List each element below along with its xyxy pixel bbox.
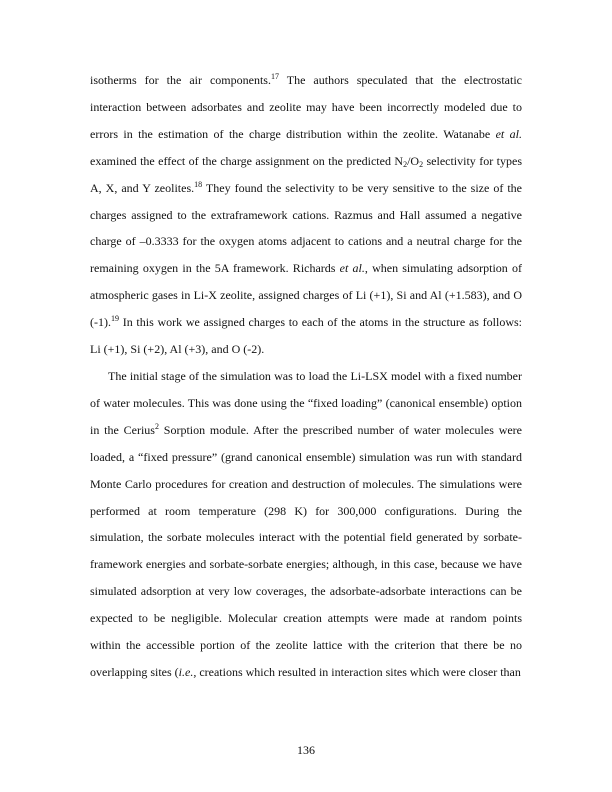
text: In this work we assigned charges to each of the atoms in the structure as follows: Li (+1), Si (+2), Al (+3), and O (-2). [90,315,522,357]
text: creations which resulted in interaction sites which were closer than [196,664,521,679]
body-text [90,67,522,686]
et-al: et al. [495,126,522,141]
text: The initial stage of the simulation was to load the Li-LSX model with a fixed number of water molecules. This was done using the “fixed loading” (canonical ensemble) option in the Cerius [90,368,522,437]
text: examined the effect of the charge assignment on the predicted N [90,153,404,168]
ie-abbrev: i.e., [178,664,197,679]
citation-17: 17 [270,72,279,81]
superscript: 2 [154,421,159,431]
citation-18: 18 [194,179,203,189]
paragraph-2 [90,363,522,686]
paragraph-1 [90,67,522,363]
text: They found the selectivity to be very sensitive to the size of the charges assigned to the extraframework cations. Razmus and Hall assumed a negative charge of –0.3333 for the oxygen atoms adjacent to cations and a neutral charge for the remaining oxygen in the 5A framework. Richards [90,180,522,276]
text: /O [407,153,420,168]
page-number: 136 [297,743,315,757]
text: selectivity for types A, X, and Y zeolites. [90,153,522,195]
citation-19: 19 [111,314,119,324]
text: The authors speculated that the electrostatic interaction between adsorbates and zeolite may have been incorrectly modeled due to errors in the estimation of the charge distribution within the zeolite. Watanabe [90,73,522,141]
subscript: 2 [403,159,408,169]
subscript: 2 [419,159,424,169]
text: , when simulating adsorption of atmospheric gases in Li-X zeolite, assigned charges of Li (+1), Si and Al (+1.583), and O (-1). [90,261,522,330]
text: Sorption module. After the prescribed number of water molecules were loaded, a “fixed pressure” (grand canonical ensemble) simulation was run with standard Monte Carlo procedures for creation and destruction of molecules. The simulations were performed at room temperature (298 K) for 300,000 configurations. During the simulation, the sorbate molecules interact with the potential field generated by sorbate-framework energies and sorbate-sorbate energies; although, in this case, because we have simulated adsorption at very low coverages, the adsorbate-adsorbate interactions can be expected to be negligible. Molecular creation attempts were made at random points within the accessible portion of the zeolite lattice with the criterion that there be no overlapping sites ( [90,422,523,679]
text: isotherms for the air components. [90,73,271,87]
et-al: et al. [339,261,365,276]
